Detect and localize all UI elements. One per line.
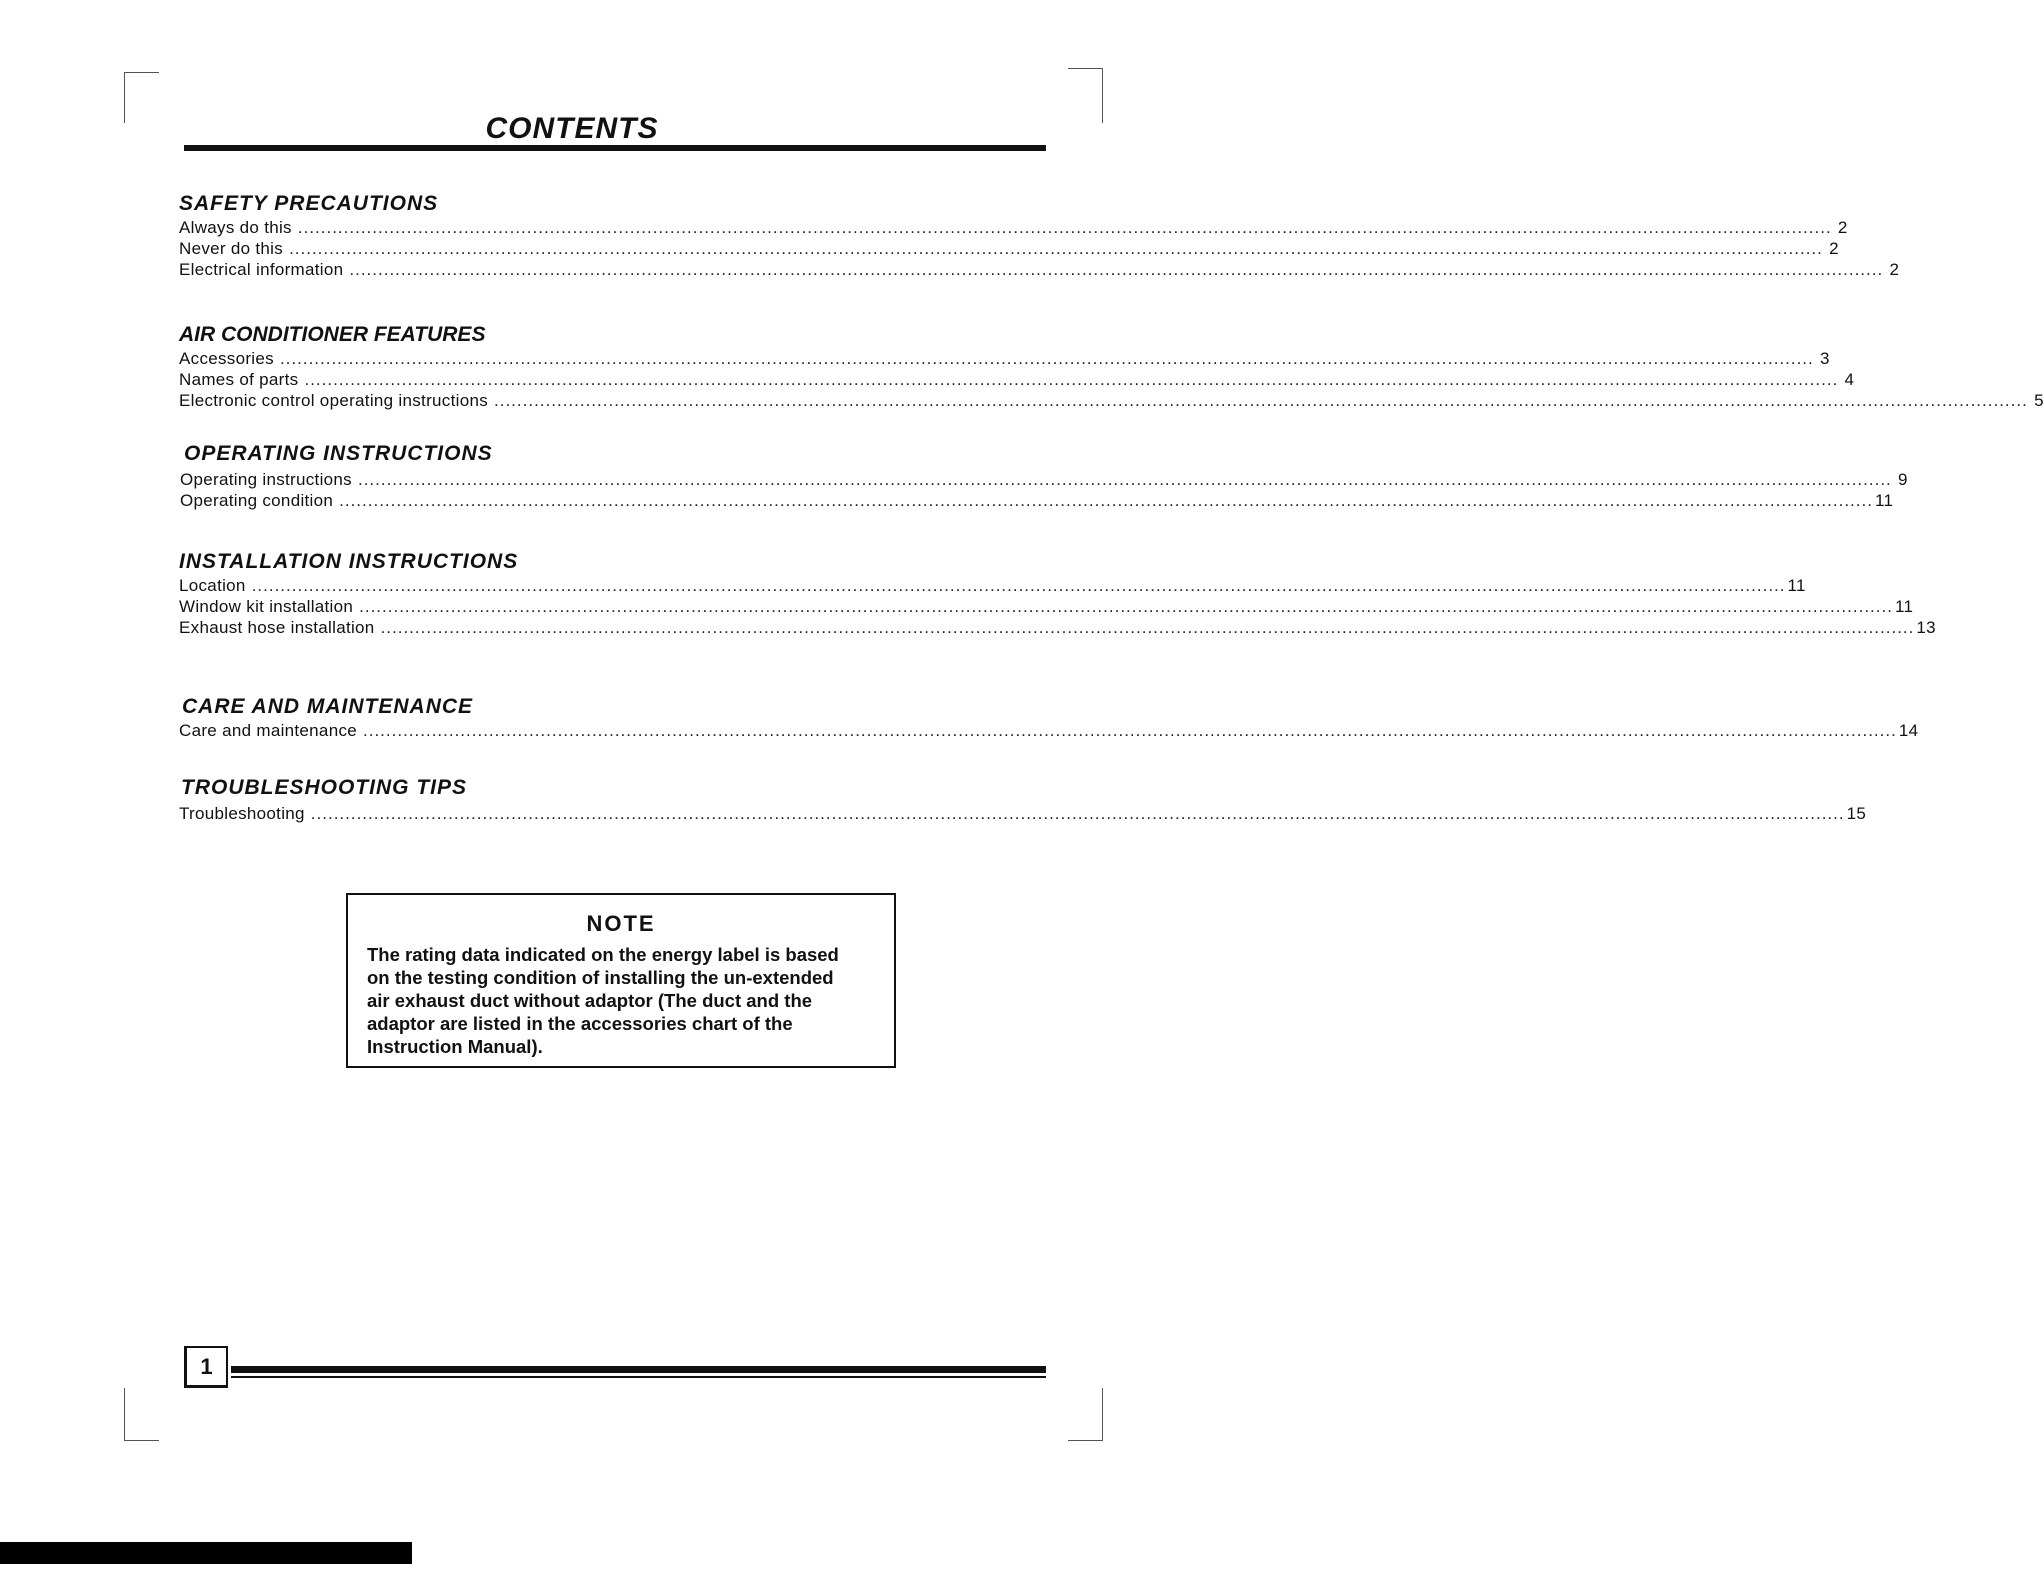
entry-page: 4 xyxy=(1844,370,1855,389)
entry-text: Exhaust hose installation xyxy=(179,618,375,637)
toc-entry[interactable] xyxy=(179,217,1848,238)
toc-entry[interactable] xyxy=(179,720,1919,741)
crop-mark-bottom-right xyxy=(1068,1388,1103,1441)
entry-page: 11 xyxy=(1787,576,1806,595)
entry-page: 11 xyxy=(1894,597,1914,616)
note-line: on the testing condition of installing the un-extended xyxy=(367,967,834,988)
crop-mark-top-left xyxy=(124,72,159,123)
toc-entry[interactable] xyxy=(179,238,1839,259)
toc-entry[interactable] xyxy=(179,259,1900,280)
entry-text: Window kit installation xyxy=(179,597,354,616)
dot-leader: ............................................................................................................................................................................................................................................................................ xyxy=(310,804,1845,823)
section-installation-instructions xyxy=(179,549,1936,638)
toc-entry[interactable] xyxy=(179,575,1806,596)
page-title: CONTENTS xyxy=(485,112,659,145)
note-line: air exhaust duct without adaptor (The duct and the xyxy=(367,990,813,1011)
section-safety-precautions xyxy=(179,191,1900,280)
dot-leader: ............................................................................................................................................................................................................................................................................ xyxy=(380,618,1915,637)
entry-text: Care and maintenance xyxy=(179,721,358,740)
footer-rule-thin xyxy=(231,1376,1046,1378)
footer-rule xyxy=(231,1366,1046,1373)
entry-page: 2 xyxy=(1829,239,1839,258)
section-heading: INSTALLATION INSTRUCTIONS xyxy=(179,550,519,573)
section-operating-instructions xyxy=(180,441,1908,511)
entry-text: Always do this xyxy=(179,218,292,237)
section-heading: OPERATING INSTRUCTIONS xyxy=(184,442,493,465)
dot-leader: ............................................................................................................................................................................................................................................................................ xyxy=(297,218,1832,237)
toc-entry[interactable] xyxy=(179,617,1936,638)
section-air-conditioner-features xyxy=(179,322,2044,411)
entry-text: Accessories xyxy=(179,349,274,368)
section-care-and-maintenance xyxy=(179,694,1919,741)
dot-leader: ............................................................................................................................................................................................................................................................................ xyxy=(359,597,1893,616)
dot-leader: ............................................................................................................................................................................................................................................................................ xyxy=(339,491,1873,510)
page-number: 1 xyxy=(184,1346,228,1388)
entry-page: 2 xyxy=(1837,218,1848,237)
entry-page: 3 xyxy=(1820,349,1830,368)
entry-page: 14 xyxy=(1898,721,1919,740)
note-body xyxy=(367,943,890,1058)
toc-entry[interactable] xyxy=(179,803,1867,824)
section-heading: CARE AND MAINTENANCE xyxy=(182,695,474,718)
dot-leader: ............................................................................................................................................................................................................................................................................ xyxy=(363,721,1897,740)
note-line: The rating data indicated on the energy label is based xyxy=(367,944,839,965)
note-line: adaptor are listed in the accessories chart of the xyxy=(367,1013,793,1034)
entry-text: Troubleshooting xyxy=(179,804,305,823)
toc-entry[interactable] xyxy=(180,490,1894,511)
entry-text: Operating condition xyxy=(180,491,334,510)
crop-mark-bottom-left xyxy=(124,1388,159,1441)
entry-text: Never do this xyxy=(179,239,284,258)
section-heading: TROUBLESHOOTING TIPS xyxy=(181,776,468,799)
entry-text: Electrical information xyxy=(179,260,344,279)
entry-page: 13 xyxy=(1916,618,1936,637)
dot-leader: ............................................................................................................................................................................................................................................................................ xyxy=(357,470,1892,489)
dot-leader: ............................................................................................................................................................................................................................................................................ xyxy=(494,391,2028,410)
scan-edge-bar xyxy=(0,1542,412,1564)
dot-leader: ............................................................................................................................................................................................................................................................................ xyxy=(349,260,1884,279)
entry-text: Operating instructions xyxy=(180,470,352,489)
title-rule xyxy=(184,145,1046,151)
dot-leader: ............................................................................................................................................................................................................................................................................ xyxy=(251,576,1786,595)
entry-text: Electronic control operating instructions xyxy=(179,391,489,410)
dot-leader: ............................................................................................................................................................................................................................................................................ xyxy=(304,370,1839,389)
entry-page: 11 xyxy=(1874,491,1894,510)
section-heading: AIR CONDITIONER FEATURES xyxy=(179,323,486,346)
toc-entry[interactable] xyxy=(179,596,1914,617)
entry-page: 15 xyxy=(1846,804,1867,823)
toc-entry[interactable] xyxy=(179,348,1830,369)
note-line: Instruction Manual). xyxy=(367,1036,543,1057)
dot-leader: ............................................................................................................................................................................................................................................................................ xyxy=(289,239,1823,258)
toc-entry[interactable] xyxy=(180,469,1908,490)
entry-page: 9 xyxy=(1898,470,1908,489)
entry-page: 5 xyxy=(2034,391,2044,410)
section-troubleshooting-tips xyxy=(179,775,1867,824)
entry-text: Names of parts xyxy=(179,370,299,389)
toc-entry[interactable] xyxy=(179,390,2044,411)
toc-entry[interactable] xyxy=(179,369,1855,390)
note-title: NOTE xyxy=(586,911,656,936)
section-heading: SAFETY PRECAUTIONS xyxy=(179,192,439,215)
note-box xyxy=(346,893,896,1068)
dot-leader: ............................................................................................................................................................................................................................................................................ xyxy=(279,349,1814,368)
entry-page: 2 xyxy=(1889,260,1900,279)
crop-mark-top-right xyxy=(1068,68,1103,123)
entry-text: Location xyxy=(179,576,246,595)
